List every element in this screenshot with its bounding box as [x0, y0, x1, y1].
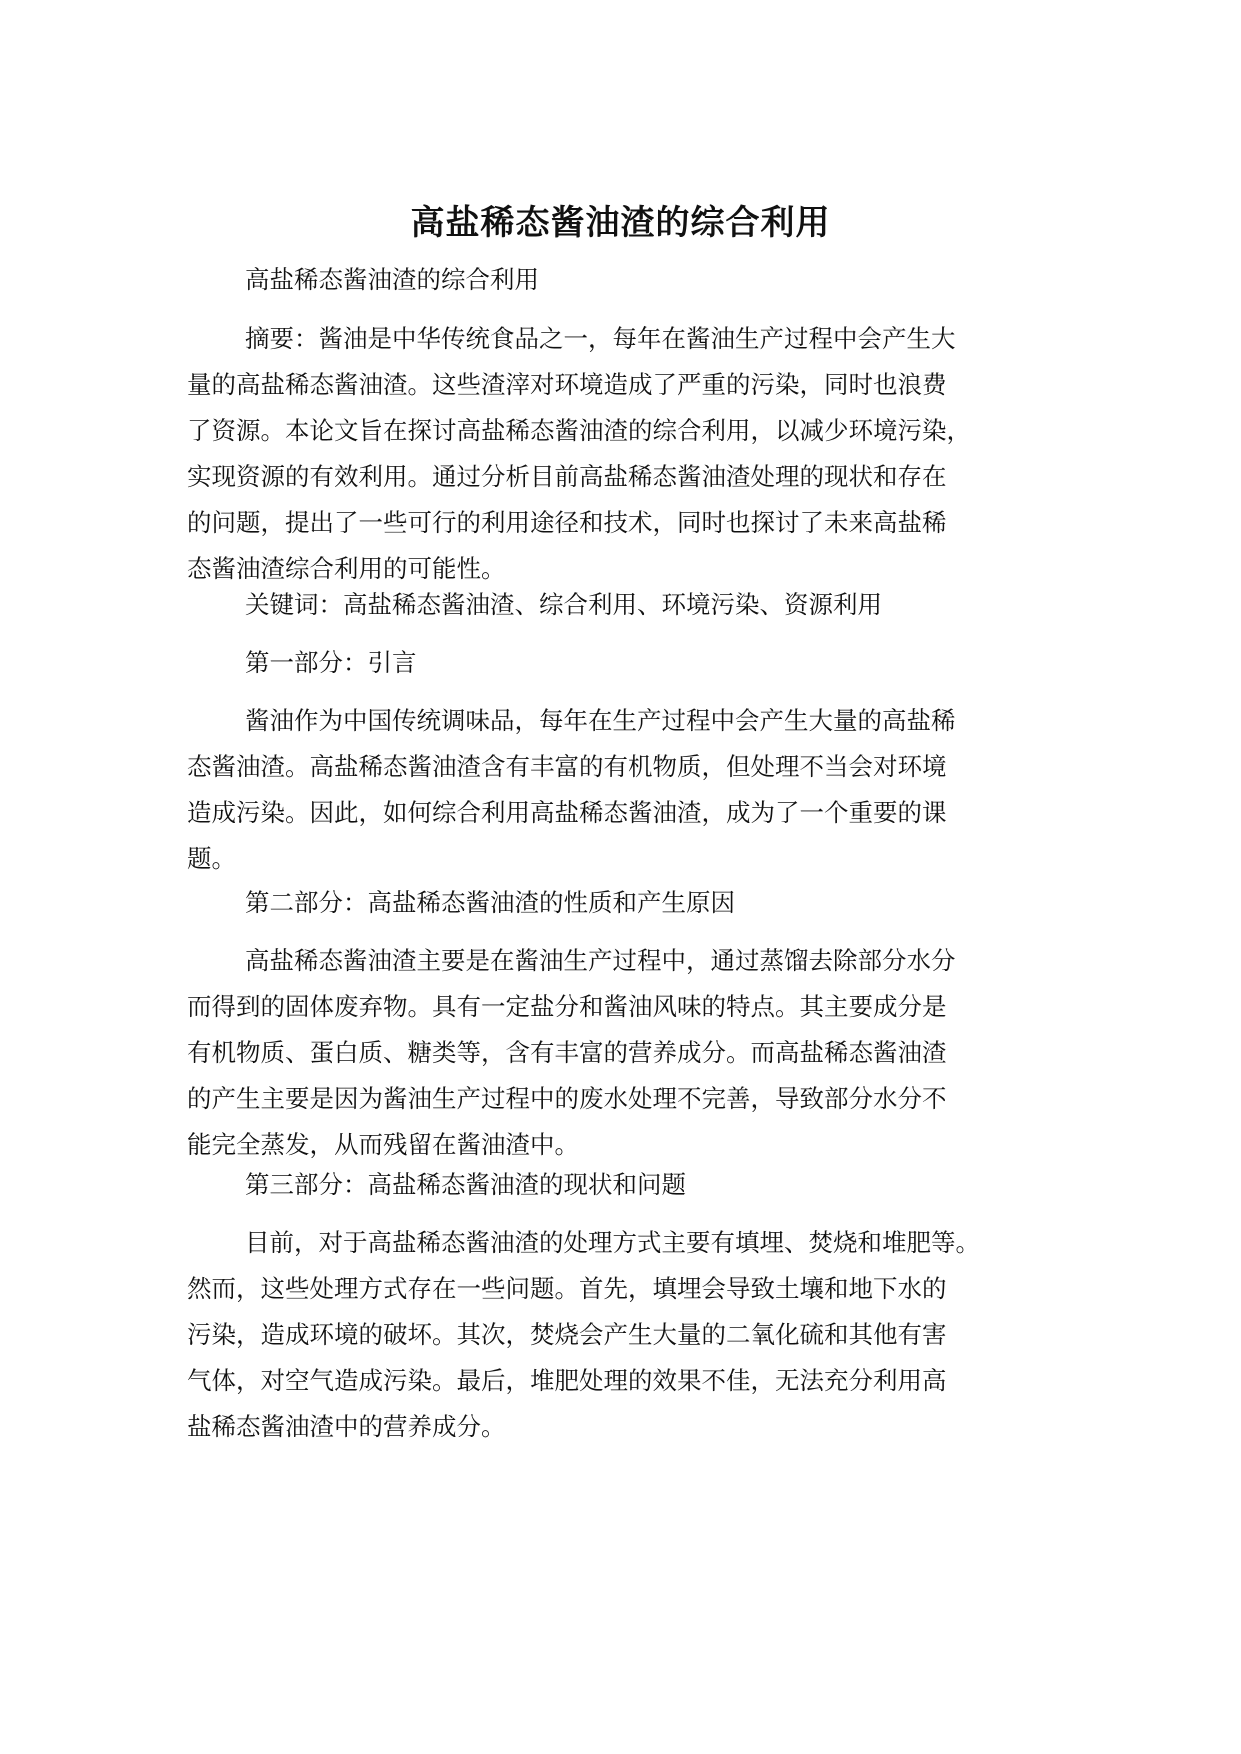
paragraph-line: 关键词：高盐稀态酱油渣、综合利用、环境污染、资源利用: [245, 590, 882, 619]
paragraph-line: 的问题，提出了一些可行的利用途径和技术，同时也探讨了未来高盐稀: [187, 508, 947, 537]
paragraph-line: 造成污染。因此，如何综合利用高盐稀态酱油渣，成为了一个重要的课: [187, 798, 947, 827]
paragraph-line: 高盐稀态酱油渣的综合利用: [245, 265, 539, 294]
keywords-paragraph: [187, 582, 1087, 628]
section-heading-part2: [187, 880, 1087, 926]
paragraph-line: 第二部分：高盐稀态酱油渣的性质和产生原因: [245, 888, 735, 917]
paragraph-line: 摘要：酱油是中华传统食品之一，每年在酱油生产过程中会产生大: [245, 324, 956, 353]
paragraph-line: 态酱油渣综合利用的可能性。: [187, 554, 506, 583]
paragraph-line: 气体，对空气造成污染。最后，堆肥处理的效果不佳，无法充分利用高: [187, 1366, 947, 1395]
part1-body-paragraph: [187, 698, 1087, 882]
abstract-paragraph: [187, 316, 1087, 592]
paragraph-line: 目前，对于高盐稀态酱油渣的处理方式主要有填埋、焚烧和堆肥等。: [245, 1228, 980, 1257]
paragraph-line: 有机物质、蛋白质、糖类等，含有丰富的营养成分。而高盐稀态酱油渣: [187, 1038, 947, 1067]
paragraph-line: 能完全蒸发，从而残留在酱油渣中。: [187, 1130, 579, 1159]
paragraph-line: 第三部分：高盐稀态酱油渣的现状和问题: [245, 1170, 686, 1199]
subtitle-paragraph: [187, 257, 1087, 303]
paragraph-line: 题。: [187, 844, 236, 873]
paragraph-line: 污染，造成环境的破坏。其次，焚烧会产生大量的二氧化硫和其他有害: [187, 1320, 947, 1349]
paragraph-line: 酱油作为中国传统调味品，每年在生产过程中会产生大量的高盐稀: [245, 706, 956, 735]
paragraph-line: 第一部分：引言: [245, 648, 417, 677]
section-heading-part1: [187, 640, 1087, 686]
paragraph-line: 量的高盐稀态酱油渣。这些渣滓对环境造成了严重的污染，同时也浪费: [187, 370, 947, 399]
part2-body-paragraph: [187, 938, 1087, 1168]
section-heading-part3: [187, 1162, 1087, 1208]
paragraph-line: 的产生主要是因为酱油生产过程中的废水处理不完善，导致部分水分不: [187, 1084, 947, 1113]
part3-body-paragraph: [187, 1220, 1087, 1450]
paragraph-line: 高盐稀态酱油渣主要是在酱油生产过程中，通过蒸馏去除部分水分: [245, 946, 956, 975]
paragraph-line: 然而，这些处理方式存在一些问题。首先，填埋会导致土壤和地下水的: [187, 1274, 947, 1303]
document-title: 高盐稀态酱油渣的综合利用: [410, 202, 831, 243]
paragraph-line: 了资源。本论文旨在探讨高盐稀态酱油渣的综合利用，以减少环境污染，: [187, 416, 971, 445]
paragraph-line: 态酱油渣。高盐稀态酱油渣含有丰富的有机物质，但处理不当会对环境: [187, 752, 947, 781]
paragraph-line: 而得到的固体废弃物。具有一定盐分和酱油风味的特点。其主要成分是: [187, 992, 947, 1021]
paragraph-line: 实现资源的有效利用。通过分析目前高盐稀态酱油渣处理的现状和存在: [187, 462, 947, 491]
paragraph-line: 盐稀态酱油渣中的营养成分。: [187, 1412, 506, 1441]
